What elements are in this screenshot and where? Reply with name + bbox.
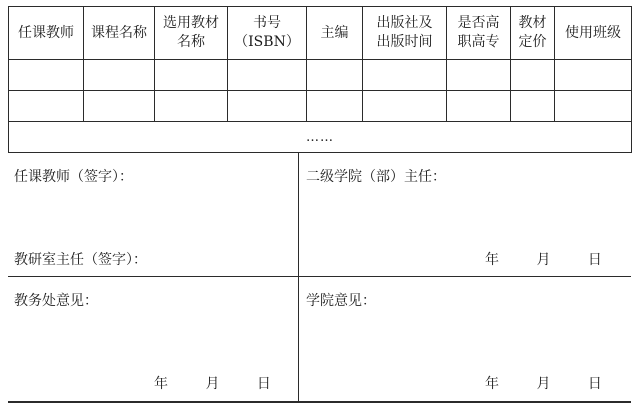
textbook-table: [8, 6, 632, 153]
header-price: 教材 定价: [511, 7, 555, 60]
signature-block-upper: [8, 153, 631, 277]
date-line: [485, 373, 602, 393]
date-day: 日: [256, 376, 271, 392]
header-isbn: 书号 （ISBN）: [228, 7, 307, 60]
teacher-sign-label: 任课教师（签字）：: [14, 169, 133, 185]
header-publisher: 出版社及 出版时间: [363, 7, 447, 60]
continuation-ellipsis: ……: [9, 122, 632, 153]
header-vocational: 是否高 职高专: [447, 7, 511, 60]
table-row: [9, 60, 632, 91]
date-month: 月: [536, 252, 551, 268]
date-day: 日: [587, 252, 602, 268]
college-opinion-label: 学院意见：: [306, 293, 376, 309]
date-month: 月: [536, 376, 551, 392]
header-course-name: 课程名称: [84, 7, 155, 60]
date-year: 年: [485, 376, 499, 392]
continuation-row: [9, 122, 632, 153]
teacher-signature-area: [8, 153, 299, 276]
signature-block-lower: [8, 277, 631, 403]
table-header-row: [9, 7, 632, 60]
table-row: [9, 91, 632, 122]
header-editor: 主编: [307, 7, 363, 60]
date-day: 日: [587, 376, 602, 392]
date-year: 年: [154, 376, 168, 392]
college-opinion-area: [299, 277, 631, 401]
header-teacher: 任课教师: [9, 7, 84, 60]
dept-director-label: 二级学院（部）主任：: [306, 169, 446, 185]
header-classes: 使用班级: [555, 7, 632, 60]
date-month: 月: [205, 376, 220, 392]
dept-director-area: [299, 153, 631, 276]
office-director-sign-label: 教研室主任（签字）：: [14, 252, 147, 268]
date-line: [154, 373, 271, 393]
header-textbook-name: 选用教材 名称: [155, 7, 228, 60]
date-line: [485, 249, 602, 269]
academic-affairs-area: [8, 277, 299, 401]
date-year: 年: [485, 252, 499, 268]
academic-affairs-label: 教务处意见：: [14, 293, 98, 309]
